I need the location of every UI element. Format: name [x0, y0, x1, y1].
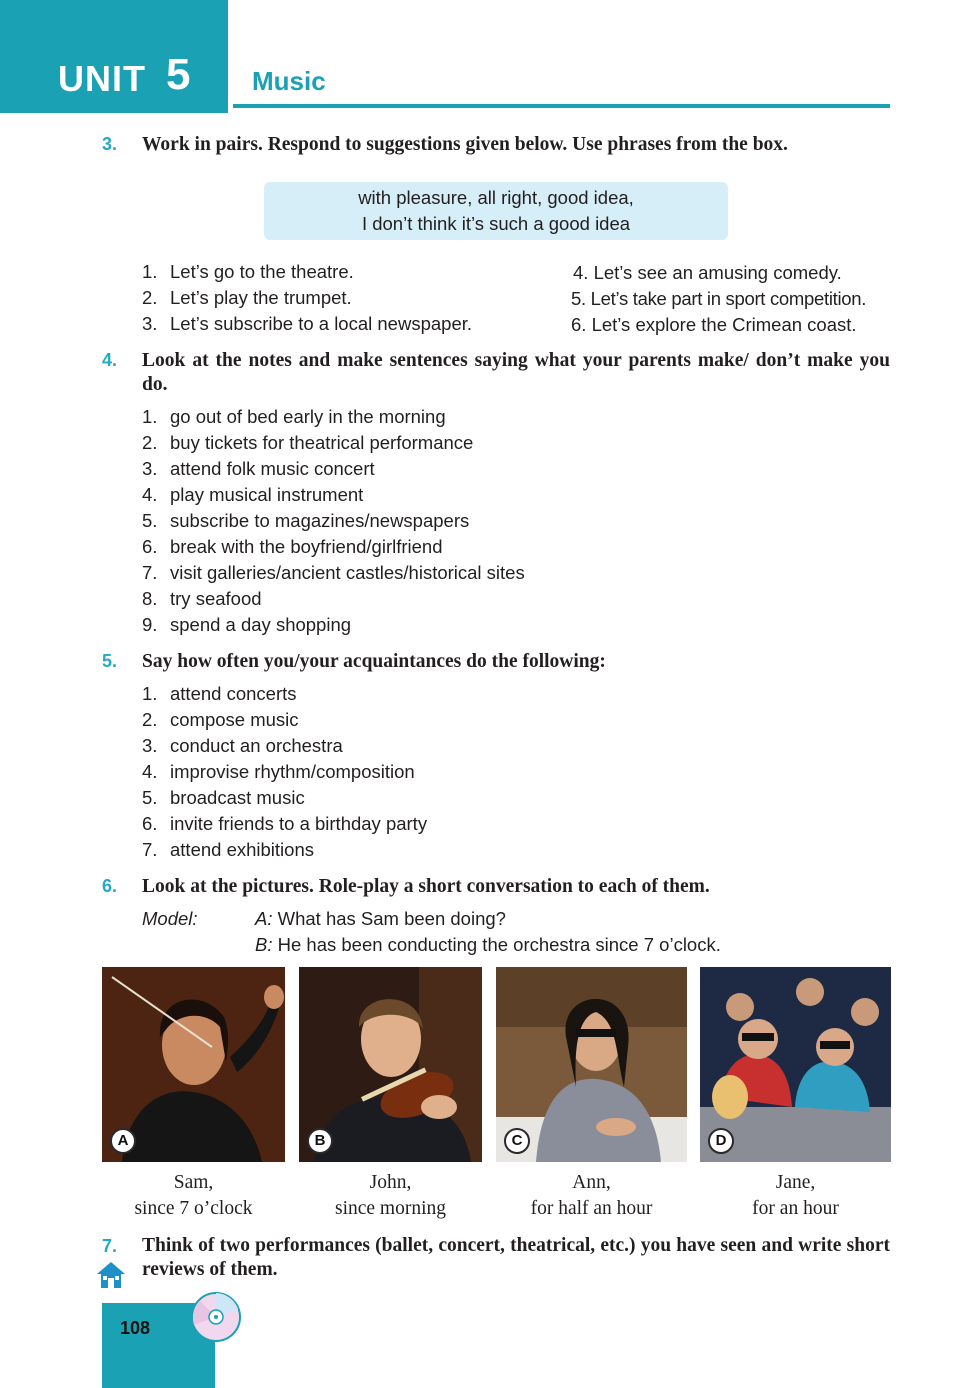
exercise-4-list: [142, 404, 525, 638]
photo-student-writing: [496, 967, 687, 1162]
unit-banner: [0, 0, 228, 113]
unit-title: Music: [252, 66, 326, 96]
photo-label-d: D: [708, 1128, 734, 1154]
photo-label-b: B: [307, 1128, 333, 1154]
list-item: 1. go out of bed early in the morning: [142, 406, 446, 427]
exercise-3-instruction: Work in pairs. Respond to suggestions given below. Use phrases from the box.: [142, 134, 788, 155]
list-item: 3. attend folk music concert: [142, 458, 375, 479]
list-item: 2. Let’s play the trumpet.: [142, 287, 352, 308]
photo-violinist: [299, 967, 482, 1162]
exercise-4-instruction: Look at the notes and make sentences saying what your parents make/ don’t make you do.: [142, 350, 890, 395]
speaker-a: A:: [255, 908, 273, 929]
caption-a: Sam, since 7 o’clock: [134, 1172, 253, 1219]
unit-label: UNIT: [58, 58, 146, 99]
exercise-6-instruction: Look at the pictures. Role-play a short conversation to each of them.: [142, 876, 710, 897]
list-item: 1. Let’s go to the theatre.: [142, 261, 354, 282]
list-item: 5. Let’s take part in sport competition.: [571, 288, 867, 309]
list-item: 2. compose music: [142, 709, 299, 730]
list-item: 3. Let’s subscribe to a local newspaper.: [142, 313, 473, 334]
list-item: 7. visit galleries/ancient castles/historical sites: [142, 562, 525, 583]
photo-label-c: C: [504, 1128, 530, 1154]
exercise-4-number: 4.: [102, 350, 118, 370]
unit-number: 5: [166, 50, 191, 99]
list-item: 1. attend concerts: [142, 683, 297, 704]
photo-conductor: [102, 967, 285, 1162]
model-line-a: Model: A: What has Sam been doing?: [142, 906, 721, 932]
caption-b: John, since morning: [334, 1172, 447, 1219]
phrase-box-line: I don’t think it’s such a good idea: [361, 213, 631, 234]
model-label: Model:: [142, 908, 198, 929]
page-number: 108: [120, 1318, 151, 1338]
list-item: 4. improvise rhythm/composition: [142, 761, 415, 782]
exercise-5-list: [142, 681, 427, 863]
home-icon: [95, 1260, 127, 1290]
exercise-7-instruction: Think of two performances (ballet, concert, theatrical, etc.) you have seen and write short reviews of them.: [142, 1235, 890, 1280]
model-dialogue: [142, 906, 721, 958]
photo-cinema-audience: [700, 967, 891, 1162]
caption-c: Ann, for half an hour: [530, 1172, 653, 1219]
list-item: 7. attend exhibitions: [142, 839, 314, 860]
exercise-6-number: 6.: [102, 876, 118, 896]
list-item: 6. Let’s explore the Crimean coast.: [571, 314, 857, 335]
exercise-3-list-left: [142, 259, 472, 337]
list-item: 3. conduct an orchestra: [142, 735, 343, 756]
model-line-b: B: He has been conducting the orchestra since 7 o’clock.: [255, 934, 721, 955]
exercise-5-instruction: Say how often you/your acquaintances do the following:: [142, 651, 606, 672]
exercise-5-number: 5.: [102, 651, 118, 671]
exercise-7-number: 7.: [102, 1236, 118, 1256]
phrase-box: [264, 182, 728, 240]
list-item: 2. buy tickets for theatrical performance: [142, 432, 474, 453]
list-item: 8. try seafood: [142, 588, 262, 609]
speaker-b: B:: [255, 934, 273, 955]
list-item: 5. broadcast music: [142, 787, 305, 808]
header-divider: [233, 104, 890, 108]
list-item: 4. play musical instrument: [142, 484, 364, 505]
caption-d: Jane, for an hour: [752, 1172, 839, 1219]
photo-label-a: A: [110, 1128, 136, 1154]
phrase-box-line: with pleasure, all right, good idea,: [358, 187, 634, 208]
list-item: 9. spend a day shopping: [142, 614, 352, 635]
exercise-3-number: 3.: [102, 134, 118, 154]
list-item: 4. Let’s see an amusing comedy.: [573, 262, 842, 283]
list-item: 6. break with the boyfriend/girlfriend: [142, 536, 443, 557]
cd-icon: [190, 1291, 242, 1343]
list-item: 6. invite friends to a birthday party: [142, 813, 428, 834]
list-item: 5. subscribe to magazines/newspapers: [142, 510, 470, 531]
